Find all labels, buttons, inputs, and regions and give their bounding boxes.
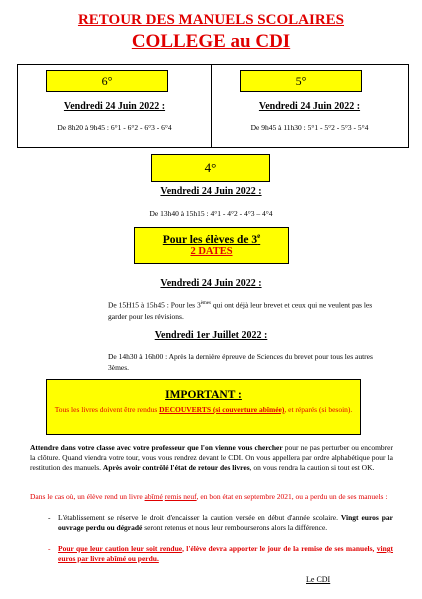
level-badge-6: 6° <box>46 70 168 92</box>
title-line1: RETOUR DES MANUELS SCOLAIRES <box>77 12 345 28</box>
level-3-dates: 2 DATES <box>190 245 233 257</box>
date-6: Vendredi 24 Juin 2022 : <box>63 101 166 112</box>
damaged-book-paragraph: Dans le cas où, un élève rend un livre abîmé remis neuf, en bon état en septembre 2021, ou a perdu un de ses manuels : <box>30 492 388 501</box>
date-4: Vendredi 24 Juin 2022 : <box>160 186 262 197</box>
detail-4: De 13h40 à 15h15 : 4°1 - 4°2 - 4°3 – 4°4 <box>149 209 273 218</box>
date-3-first: Vendredi 24 Juin 2022 : <box>160 278 262 289</box>
signature: Le CDI <box>306 575 331 584</box>
date-3-second: Vendredi 1er Juillet 2022 : <box>154 330 268 341</box>
level-badge-4: 4° <box>151 154 270 182</box>
title-line2: COLLEGE au CDI <box>131 31 291 52</box>
level-badge-5: 5° <box>240 70 362 92</box>
important-body: Tous les livres doivent être rendus DECOUVERTS (si couverture abîmée), et réparés (si besoin). <box>54 405 353 414</box>
detail-5: De 9h45 à 11h30 : 5°1 - 5°2 - 5°3 - 5°4 <box>250 123 369 132</box>
important-title: IMPORTANT : <box>165 389 242 401</box>
bullet-caution: - L'établissement se réserve le droit d'encaisser la caution versée en début d'année scolaire. Vingt euros par ouvrage perdu ou dégradé seront retenus et nous leur rembourserons alors la différence. <box>48 513 393 532</box>
bullet-refund: - Pour que leur caution leur soit rendue, l'élève devra apporter le jour de la remise de ses manuels, vingt euros par livre abîmé ou perdu. <box>48 544 393 563</box>
level-badge-3 <box>134 227 289 264</box>
date-5: Vendredi 24 Juin 2022 : <box>258 101 361 112</box>
detail-6: De 8h20 à 9h45 : 6°1 - 6°2 - 6°3 - 6°4 <box>57 123 172 132</box>
important-box <box>46 379 361 435</box>
instructions-paragraph: Attendre dans votre classe avec votre professeur que l'on vienne vous chercher pour ne pas perturber ou encombrer la clôture. Quand viendra votre tour, vous vous rendrez devant le CDI. On vous appellera par ordre alphabétique pour la restitution des manuels. Après avoir contrôlé l'état de retour des livres, on vous rendra la caution si tout est OK. <box>30 443 393 472</box>
detail-3-first: De 15H15 à 15h45 : Pour les 3èmes qui ont déjà leur brevet et ceux qui ne veulent pas les garder pour les révisions. <box>108 300 373 321</box>
level-3-heading: Pour les élèves de 3e <box>162 232 261 246</box>
detail-3-second: De 14h30 à 16h00 : Après la dernière épreuve de Sciences du brevet pour tous les autres 3èmes. <box>108 352 373 372</box>
